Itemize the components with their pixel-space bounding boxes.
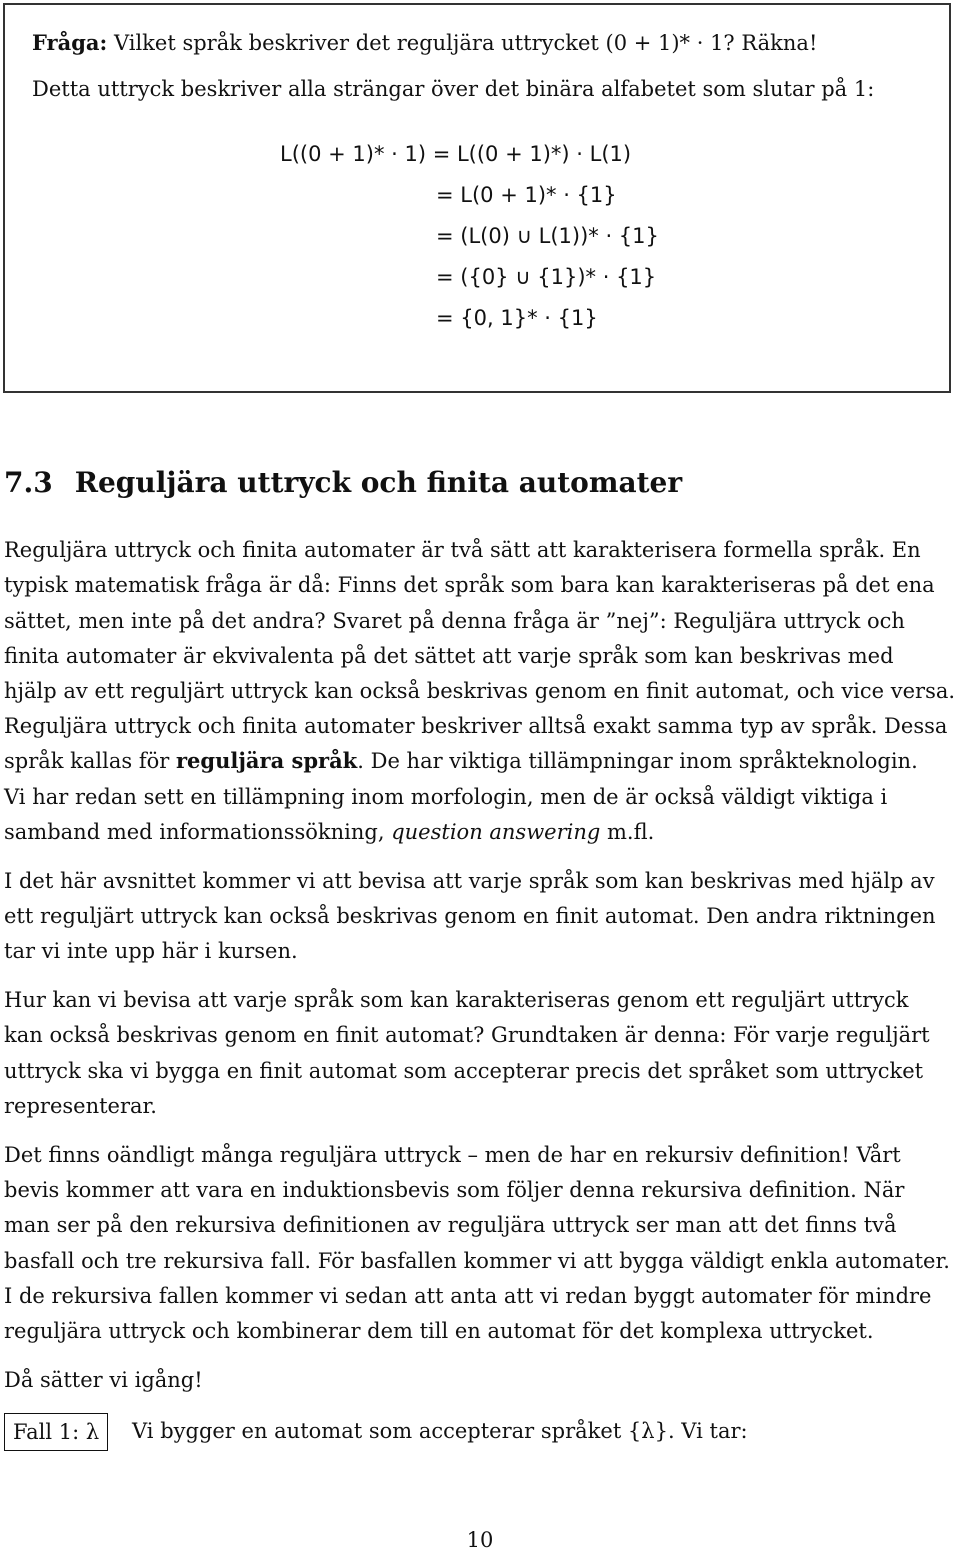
- p4-line-6: reguljära uttryck och kombinerar dem till en automat för det komplexa uttrycket.: [4, 1319, 874, 1343]
- p5-line: Då sätter vi igång!: [4, 1368, 203, 1392]
- p4-line-5: I de rekursiva fallen kommer vi sedan att anta att vi redan byggt automater för mindre: [4, 1284, 932, 1308]
- section-number: 7.3: [4, 466, 53, 499]
- p1-line-2: typisk matematisk fråga är då: Finns det språk som bara kan karakteriseras på det ena: [4, 573, 935, 597]
- p1-line-4: finita automater är ekvivalenta på det sättet att varje språk som kan beskrivas med: [4, 644, 894, 668]
- p1-line-5: hjälp av ett reguljärt uttryck kan också beskrivas genom en finit automat, och vice versa.: [4, 679, 956, 703]
- answer-text: Detta uttryck beskriver alla strängar över det binära alfabetet som slutar på 1:: [32, 77, 875, 101]
- case-text: Vi bygger en automat som accepterar språket {λ}. Vi tar:: [132, 1419, 748, 1443]
- p3-line-3: uttryck ska vi bygga en finit automat som accepterar precis det språket som uttrycket: [4, 1059, 924, 1083]
- p4-line-3: man ser på den rekursiva definitionen av reguljära uttryck ser man att det finns två: [4, 1213, 897, 1237]
- section-heading: [4, 463, 682, 503]
- p2-line-1: I det här avsnittet kommer vi att bevisa att varje språk som kan beskrivas med hjälp av: [4, 869, 935, 893]
- p2-line-2: ett reguljärt uttryck kan också beskrivas genom en finit automat. Den andra riktningen: [4, 904, 936, 928]
- p1-line-9-start: samband med informationssökning,: [4, 820, 392, 844]
- p1-line-1: Reguljära uttryck och finita automater är två sätt att karakterisera formella språk. En: [4, 538, 921, 562]
- question-line: [32, 28, 817, 58]
- p1-line-7: [4, 746, 918, 776]
- p1-line-3: sättet, men inte på det andra? Svaret på denna fråga är ”nej”: Reguljära uttryck och: [4, 609, 905, 633]
- question-label: Fråga:: [32, 30, 108, 55]
- p3-line-4: representerar.: [4, 1094, 157, 1118]
- p4-line-4: basfall och tre rekursiva fall. För basfallen kommer vi att bygga väldigt enkla automater.: [4, 1249, 950, 1273]
- p4-line-2: bevis kommer att vara en induktionsbevis som följer denna rekursiva definition. När: [4, 1178, 905, 1202]
- derivation-line-4: = ({0} ∪ {1})* · {1}: [436, 265, 657, 289]
- term-question-answering: question answering: [391, 820, 601, 844]
- p2-line-3: tar vi inte upp här i kursen.: [4, 939, 298, 963]
- p1-line-6: Reguljära uttryck och finita automater beskriver alltså exakt samma typ av språk. Dessa: [4, 714, 948, 738]
- p1-line-9: [4, 817, 654, 847]
- derivation-line-1: L((0 + 1)* · 1) = L((0 + 1)*) · L(1): [280, 142, 632, 166]
- derivation-line-2: = L(0 + 1)* · {1}: [436, 183, 617, 207]
- derivation-line-5: = {0, 1}* · {1}: [436, 306, 598, 330]
- question-text: Vilket språk beskriver det reguljära uttrycket (0 + 1)* · 1? Räkna!: [113, 31, 818, 55]
- derivation-line-3: = (L(0) ∪ L(1))* · {1}: [436, 224, 659, 248]
- section-title: Reguljära uttryck och finita automater: [74, 466, 683, 499]
- page-number: 10: [466, 1528, 494, 1552]
- p4-line-1: Det finns oändligt många reguljära uttryck – men de har en rekursiv definition! Vårt: [4, 1143, 901, 1167]
- p1-line-7-end: . De har viktiga tillämpningar inom språkteknologin.: [357, 749, 918, 773]
- p1-line-7-start: språk kallas för: [4, 749, 176, 773]
- term-regular-languages: reguljära språk: [175, 748, 358, 773]
- case-label-box: Fall 1: λ: [4, 1413, 108, 1451]
- p3-line-1: Hur kan vi bevisa att varje språk som kan karakteriseras genom ett reguljärt uttryck: [4, 988, 909, 1012]
- p1-line-8: Vi har redan sett en tillämpning inom morfologin, men de är också väldigt viktiga i: [4, 785, 888, 809]
- p1-line-9-end: m.fl.: [600, 820, 655, 844]
- p3-line-2: kan också beskrivas genom en finit automat? Grundtaken är denna: För varje reguljärt: [4, 1023, 930, 1047]
